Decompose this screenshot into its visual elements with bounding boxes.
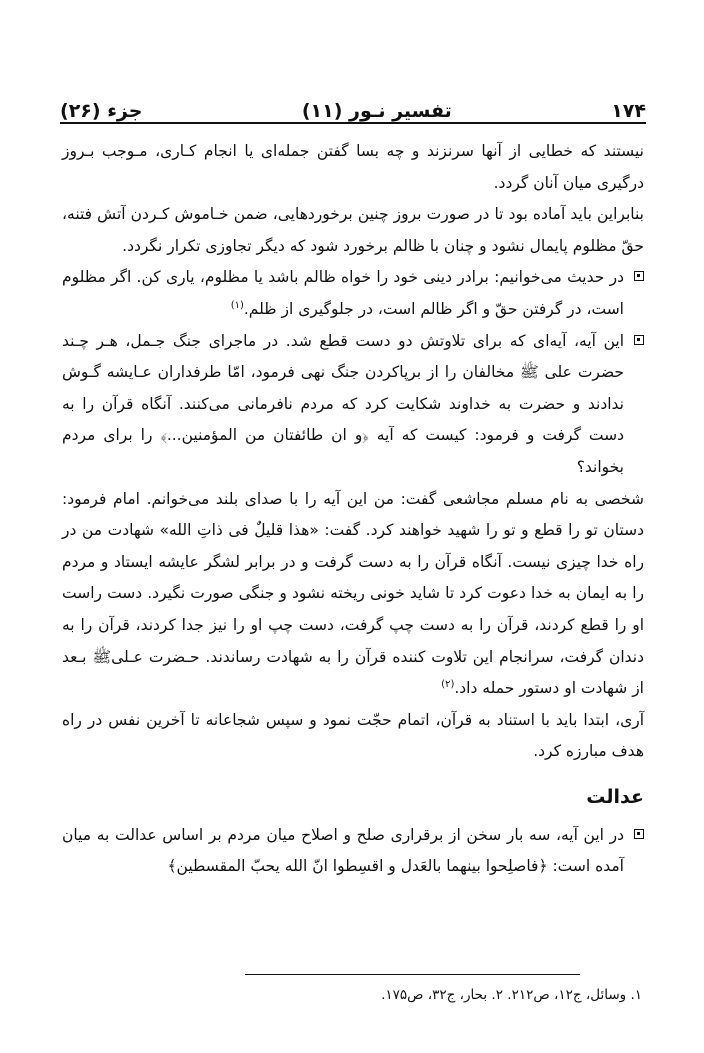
footnote-ref-2: (۲) <box>441 678 455 690</box>
page-body <box>62 136 644 883</box>
paragraph-5 <box>62 484 644 705</box>
page-header <box>60 88 646 122</box>
bullet-square-icon <box>634 271 644 281</box>
bullet-square-icon <box>634 335 644 345</box>
justice-text: در این آیه، سه بار سخن از برقراری صلح و اصلاح میان مردم بر اساس عدالت به میان آمده است: ﴿فاصلِحوا بینهما بالعَدل و اقسِطوا انّ الله یحبّ المقسطین﴾ <box>62 825 624 876</box>
book-title: تفسیر نـور (۱۱) <box>301 100 452 122</box>
paragraph-5-text: شخصی به نام مسلم مجاشعی گفت: من این آیه را با صدای بلند می‌خوانم. امام فرمود: دستان تو را قطع و تو را شهید خواهند کرد. گفت: «هذا قلیلٌ فی ذاتِ الله» شهادت من در راه خدا چیزی نیست. آنگاه قرآن را به دست گرفت و در برابر لشگر عایشه ایستاد و مردم را به ایمان به خدا دعوت کرد تا شاید خونی ریخته نشود و جنگی صورت نگیرد. دست راست او را قطع کردند، قرآن را به دست چپ گرفت، دست چپ او را نیز جدا کردند، قرآن را به دندان گرفت، سرانجام این تلاوت کننده قرآن را به شهادت رساندند. حـضرت عـلیﷺ بـعد از شهادت او دستور حمله داد. <box>62 489 644 698</box>
paragraph-6: آری، ابتدا باید با استناد به قرآن، اتمام حجّت نمود و سپس شجاعانه تا آخرین نفس در راه هدف مبارزه کرد. <box>62 710 644 761</box>
story-paragraph <box>62 326 644 484</box>
header-rule <box>60 122 646 124</box>
section-heading: عدالت <box>586 785 644 808</box>
footnote-rule <box>245 974 580 975</box>
bullet-square-icon <box>634 829 644 839</box>
page-number: ۱۷۴ <box>611 100 646 122</box>
hadith-text: در حدیث می‌خوانیم: برادر دینی خود را خواه ظالم باشد یا مظلوم، یاری کن. اگر مظلوم است، در گرفتن حقّ و اگر ظالم است، در جلوگیری از ظلم. <box>62 268 624 318</box>
story-text: این آیه، آیه‌ای که برای تلاوتش دو دست قطع شد. در ماجرای جنگ جـمل، هـر چـند حضرت علی ﷺ مخالفان را از برپاکردن جنگ نهی فرمود، امّا طرفداران عـایشه گـوش ندادند و حضرت به خداوند شکایت کرد که مردم نافرمانی می‌کنند. آنگاه قرآن را به دست گرفت و فرمود: کیست که آیه ﴿و ان طائفتان من المؤمنین...﴾ را برای مردم بخواند؟ <box>62 331 624 476</box>
hadith-paragraph <box>62 262 644 325</box>
paragraph-1: نیستند که خطایی از آنها سرنزند و چه بسا گفتن جمله‌ای یا انجام کـاری، مـوجب بـروز درگیری میان آنان گردد. <box>62 142 644 192</box>
juz-label: جزء (۲۶) <box>60 100 143 122</box>
paragraph-2: بنابراین باید آماده بود تا در صورت بروز چنین برخوردهایی، ضمن خـاموش کـردن آتش فتنه، حقّ مظلوم پایمال نشود و چنان با ظالم برخورد شود که دیگر تجاوزی تکرار نگردد. <box>62 205 644 255</box>
footnote-ref-1: (۱) <box>230 299 244 311</box>
footnotes: ۱. وسائل، ج۱۲، ص۲۱۲. ۲. بحار، ج۳۲، ص۱۷۵. <box>381 987 642 1003</box>
justice-paragraph <box>62 820 644 883</box>
